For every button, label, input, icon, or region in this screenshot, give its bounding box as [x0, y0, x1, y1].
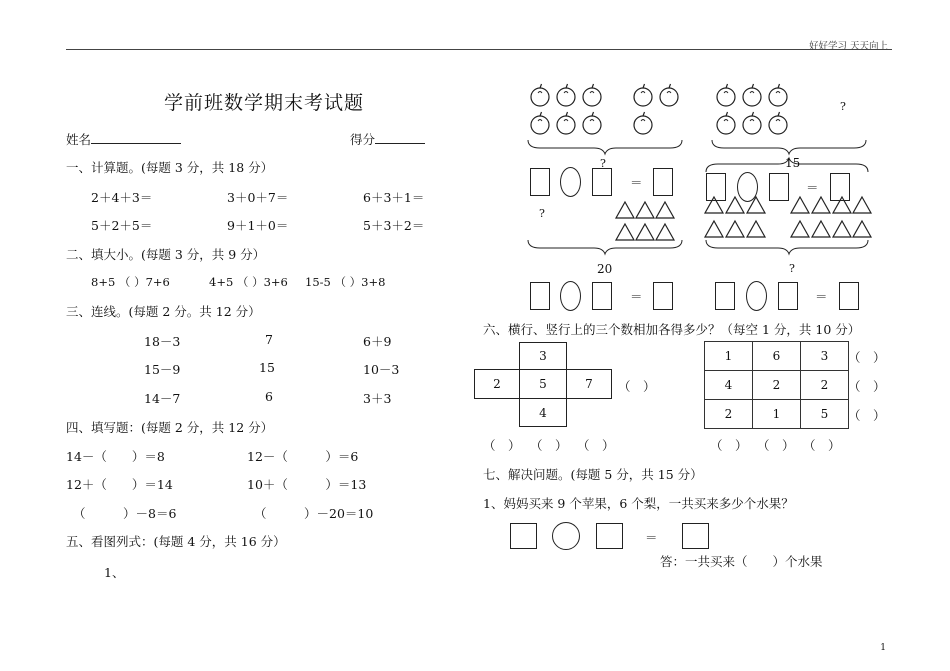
calc-5: 9＋1＋0＝	[227, 218, 289, 233]
cross-cell-right: 7	[566, 369, 612, 399]
fill-5[interactable]: （ ）－8＝6	[73, 506, 177, 521]
problem-1-text: 1、妈妈买来 9 个苹果，6 个梨，一共买来多少个水果？	[483, 496, 794, 511]
apple-group-left	[531, 84, 678, 134]
grid-row-answer-1[interactable]: （ ）	[848, 350, 886, 365]
name-label: 姓名	[66, 132, 92, 147]
answer-box[interactable]	[530, 168, 550, 196]
grid-col-answer-2[interactable]: （ ）	[757, 438, 795, 453]
answer-box[interactable]	[715, 282, 735, 310]
fill-4[interactable]: 10＋（ ）＝13	[247, 477, 367, 492]
header-slogan: 好好学习 天天向上	[808, 41, 888, 52]
fill-6[interactable]: （ ）－20＝10	[254, 506, 374, 521]
grid-cell: 4	[705, 371, 753, 400]
cross-row-answer[interactable]: （ ）	[618, 379, 656, 394]
answer-box[interactable]	[682, 523, 709, 549]
operator-oval[interactable]	[560, 281, 581, 311]
grid-cell: 1	[705, 342, 753, 371]
grid-cell: 2	[705, 400, 753, 429]
page-title: 学前班数学期末考试题	[164, 92, 365, 114]
answer-box[interactable]	[830, 173, 850, 201]
cross-cell-bottom: 4	[519, 398, 567, 427]
grid-cell: 2	[801, 371, 849, 400]
answer-box[interactable]	[769, 173, 789, 201]
answer-box[interactable]	[530, 282, 550, 310]
match-right-2[interactable]: 10－3	[363, 362, 400, 377]
operator-oval[interactable]	[560, 167, 581, 197]
grid-col-answer-3[interactable]: （ ）	[803, 438, 841, 453]
operator-oval[interactable]	[746, 281, 767, 311]
compare-1: 8+5 （ ）7+6	[91, 275, 170, 289]
grid-cell: 2	[753, 371, 801, 400]
operator-oval[interactable]	[737, 172, 758, 202]
match-left-3[interactable]: 14－7	[144, 391, 181, 406]
total-20-label: 20	[597, 262, 613, 276]
grid-cell: 1	[753, 400, 801, 429]
calc-1: 2＋4＋3＝	[91, 190, 153, 205]
calc-6: 5＋3＋2＝	[363, 218, 425, 233]
grid-col-answer-1[interactable]: （ ）	[710, 438, 748, 453]
equals-sign: ＝	[806, 180, 819, 195]
match-mid-3[interactable]: 6	[265, 389, 273, 404]
grid-cell: 5	[801, 400, 849, 429]
section6-heading: 六、横行、竖行上的三个数相加各得多少？（每空 1 分，共 10 分）	[483, 322, 861, 337]
triangle-group-right	[705, 197, 871, 237]
compare-2: 4+5 （ ）3+6	[209, 275, 288, 289]
match-right-1[interactable]: 6＋9	[363, 334, 392, 349]
grid-row-answer-3[interactable]: （ ）	[848, 408, 886, 423]
calc-4: 5＋2＋5＝	[91, 218, 153, 233]
match-left-1[interactable]: 18－3	[144, 334, 181, 349]
number-grid	[704, 341, 849, 429]
grid-row-answer-2[interactable]: （ ）	[848, 379, 886, 394]
match-mid-1[interactable]: 7	[265, 332, 273, 347]
total-15-label: 15	[785, 156, 801, 170]
answer-box[interactable]	[706, 173, 726, 201]
q-mark-2: ?	[600, 157, 606, 170]
compare-3: 15-5 （ ）3+8	[305, 275, 386, 289]
calc-2: 3＋0＋7＝	[227, 190, 289, 205]
equals-sign: ＝	[630, 289, 643, 304]
score-label: 得分	[350, 132, 376, 147]
cross-cell-top: 3	[519, 342, 567, 370]
grid-cell: 6	[753, 342, 801, 371]
section5-sub1: 1、	[104, 565, 125, 580]
q-mark-1: ?	[840, 100, 846, 113]
section3-heading: 三、连线。(每题 2 分。共 12 分）	[66, 304, 261, 319]
triangle-group-left	[616, 202, 674, 240]
fill-3[interactable]: 12＋（ ）＝14	[66, 477, 173, 492]
answer-box[interactable]	[510, 523, 537, 549]
answer-box[interactable]	[653, 282, 673, 310]
q-mark-4: ?	[789, 262, 795, 275]
grid-cell: 3	[801, 342, 849, 371]
apple-group-right	[717, 84, 787, 134]
answer-box[interactable]	[778, 282, 798, 310]
answer-box[interactable]	[653, 168, 673, 196]
cross-col-answer-1[interactable]: （ ）	[483, 438, 521, 453]
answer-box[interactable]	[596, 523, 623, 549]
answer-box[interactable]	[592, 282, 612, 310]
answer-box[interactable]	[839, 282, 859, 310]
q-mark-3: ?	[539, 207, 545, 220]
answer-box[interactable]	[592, 168, 612, 196]
page-number: 1	[880, 643, 886, 653]
calc-3: 6＋3＋1＝	[363, 190, 425, 205]
problem-1-answer[interactable]: 答：一共买来（ ）个水果	[660, 554, 823, 569]
match-left-2[interactable]: 15－9	[144, 362, 181, 377]
operator-circle[interactable]	[552, 522, 580, 550]
equals-sign: ＝	[630, 175, 643, 190]
section4-heading: 四、填写题：(每题 2 分，共 12 分）	[66, 420, 274, 435]
section2-heading: 二、填大小。(每题 3 分，共 9 分）	[66, 247, 266, 262]
fill-2[interactable]: 12－（ ）＝6	[247, 449, 359, 464]
cross-col-answer-2[interactable]: （ ）	[530, 438, 568, 453]
section5-heading: 五、看图列式：(每题 4 分，共 16 分）	[66, 534, 286, 549]
equals-sign: ＝	[815, 289, 828, 304]
section7-heading: 七、解决问题。(每题 5 分，共 15 分）	[483, 467, 703, 482]
equals-sign: ＝	[645, 530, 658, 545]
match-right-3[interactable]: 3＋3	[363, 391, 392, 406]
fill-1[interactable]: 14－（ ）＝8	[66, 449, 165, 464]
section1-heading: 一、计算题。(每题 3 分，共 18 分）	[66, 160, 274, 175]
cross-cell-center: 5	[519, 369, 567, 399]
cross-col-answer-3[interactable]: （ ）	[577, 438, 615, 453]
match-mid-2[interactable]: 15	[259, 360, 275, 375]
cross-cell-left: 2	[474, 369, 520, 399]
